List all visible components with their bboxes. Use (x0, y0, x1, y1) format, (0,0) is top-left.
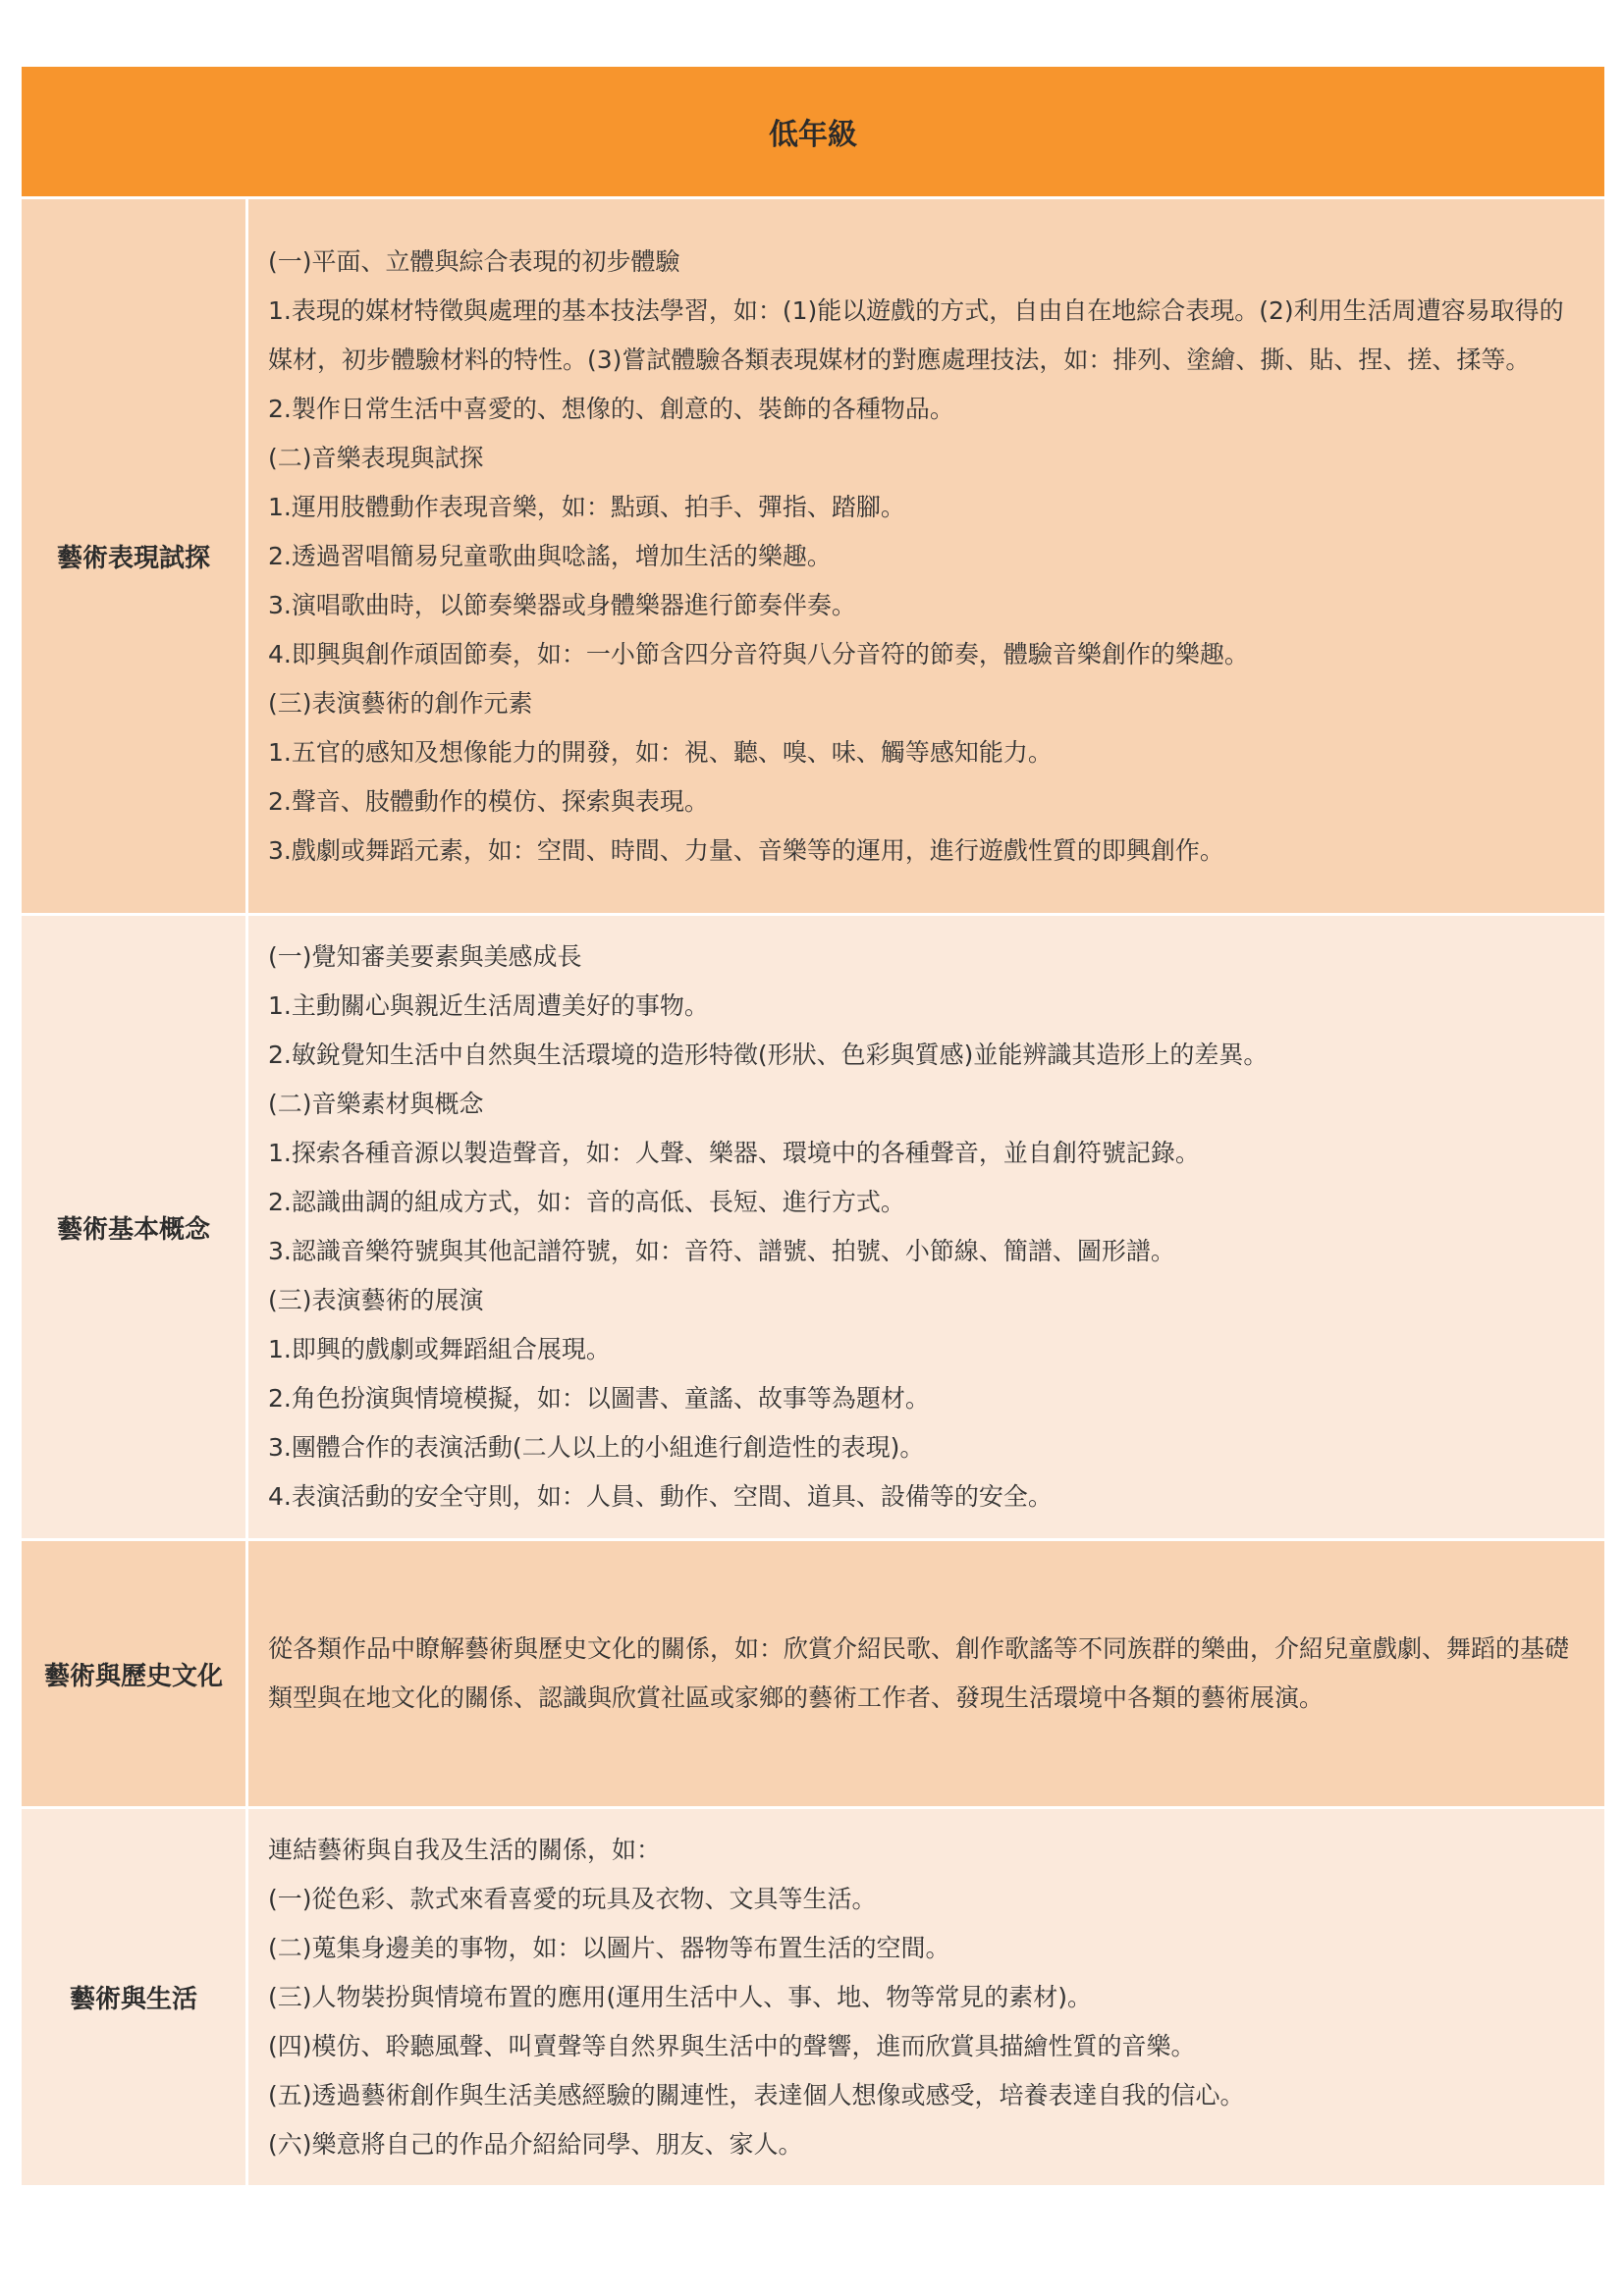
content-line: 3.演唱歌曲時，以節奏樂器或身體樂器進行節奏伴奏。 (268, 590, 856, 619)
content-line: 3.認識音樂符號與其他記譜符號，如：音符、譜號、拍號、小節線、簡譜、圖形譜。 (268, 1237, 1175, 1265)
table-row (22, 1541, 1604, 1809)
content-line: (四)模仿、聆聽風聲、叫賣聲等自然界與生活中的聲響，進而欣賞具描繪性質的音樂。 (268, 2031, 1196, 2060)
content-line: 1.即興的戲劇或舞蹈組合展現。 (268, 1335, 611, 1363)
category-label: 藝術與生活 (69, 1985, 197, 2014)
content-line: (一)從色彩、款式來看喜愛的玩具及衣物、文具等生活。 (268, 1884, 877, 1913)
content-line: (二)音樂表現與試探 (268, 443, 484, 472)
content-line: 4.表演活動的安全守則，如：人員、動作、空間、道具、設備等的安全。 (268, 1482, 1053, 1511)
content-line: 1.運用肢體動作表現音樂，如：點頭、拍手、彈指、踏腳。 (268, 492, 905, 521)
content-line: 1.表現的媒材特徵與處理的基本技法學習，如：(1)能以遊戲的方式，自由自在地綜合表現。(2)利用生活周遭容易取得的媒材，初步體驗材料的特性。(3)嘗試體驗各類表現媒材的對應處理技法，如：排列、塗繪、撕、貼、捏、搓、揉等。 (268, 295, 1564, 374)
category-cell (22, 1541, 248, 1806)
content-cell (248, 1541, 1604, 1806)
content-line: 2.聲音、肢體動作的模仿、探索與表現。 (268, 786, 709, 816)
content-line: (二)音樂素材與概念 (268, 1090, 484, 1118)
content-line: 1.主動關心與親近生活周遭美好的事物。 (268, 991, 709, 1020)
content-line: 1.五官的感知及想像能力的開發，如：視、聽、嗅、味、觸等感知能力。 (268, 737, 1053, 767)
content-line: (三)表演藝術的展演 (268, 1286, 484, 1314)
table-row (22, 199, 1604, 916)
curriculum-table (22, 67, 1604, 2188)
content-line: 2.認識曲調的組成方式，如：音的高低、長短、進行方式。 (268, 1188, 905, 1216)
category-label: 藝術表現試探 (56, 544, 210, 573)
content-line: 2.透過習唱簡易兒童歌曲與唸謠，增加生活的樂趣。 (268, 541, 832, 570)
category-label: 藝術與歷史文化 (43, 1661, 223, 1691)
category-label: 藝術基本概念 (56, 1214, 210, 1245)
grade-title: 低年級 (769, 118, 857, 152)
content-line: 2.角色扮演與情境模擬，如：以圖書、童謠、故事等為題材。 (268, 1384, 930, 1413)
content-line: (六)樂意將自己的作品介紹給同學、朋友、家人。 (268, 2129, 803, 2159)
content-line: (五)透過藝術創作與生活美感經驗的關連性，表達個人想像或感受，培養表達自我的信心。 (268, 2080, 1245, 2109)
content-line: (一)覺知審美要素與美感成長 (268, 942, 582, 971)
table-row (22, 1809, 1604, 2188)
content-line: (三)表演藝術的創作元素 (268, 688, 533, 718)
content-line: 1.探索各種音源以製造聲音，如：人聲、樂器、環境中的各種聲音，並自創符號記錄。 (268, 1139, 1200, 1167)
content-line: (一)平面、立體與綜合表現的初步體驗 (268, 246, 680, 276)
content-line: 從各類作品中瞭解藝術與歷史文化的關係，如：欣賞介紹民歌、創作歌謠等不同族群的樂曲，介紹兒童戲劇、舞蹈的基礎類型與在地文化的關係、認識與欣賞社區或家鄉的藝術工作者、發現生活環境中各類的藝術展演。 (268, 1634, 1570, 1712)
content-line: (三)人物裝扮與情境布置的應用(運用生活中人、事、地、物等常見的素材)。 (268, 1982, 1093, 2011)
content-line: 3.團體合作的表演活動(二人以上的小組進行創造性的表現)。 (268, 1433, 925, 1462)
content-line: 連結藝術與自我及生活的關係，如： (268, 1835, 662, 1864)
category-cell (22, 916, 248, 1538)
content-line: (二)蒐集身邊美的事物，如：以圖片、器物等布置生活的空間。 (268, 1933, 950, 1962)
table-header (22, 67, 1604, 199)
table-row (22, 916, 1604, 1541)
content-line: 3.戲劇或舞蹈元素，如：空間、時間、力量、音樂等的運用，進行遊戲性質的即興創作。 (268, 835, 1224, 865)
content-cell (248, 1809, 1604, 2185)
content-line: 2.敏銳覺知生活中自然與生活環境的造形特徵(形狀、色彩與質感)並能辨識其造形上的差異。 (268, 1041, 1269, 1069)
category-cell (22, 1809, 248, 2185)
content-line: 2.製作日常生活中喜愛的、想像的、創意的、裝飾的各種物品。 (268, 394, 954, 423)
content-line: 4.即興與創作頑固節奏，如：一小節含四分音符與八分音符的節奏，體驗音樂創作的樂趣。 (268, 639, 1249, 668)
content-cell (248, 916, 1604, 1538)
content-cell (248, 199, 1604, 913)
category-cell (22, 199, 248, 913)
